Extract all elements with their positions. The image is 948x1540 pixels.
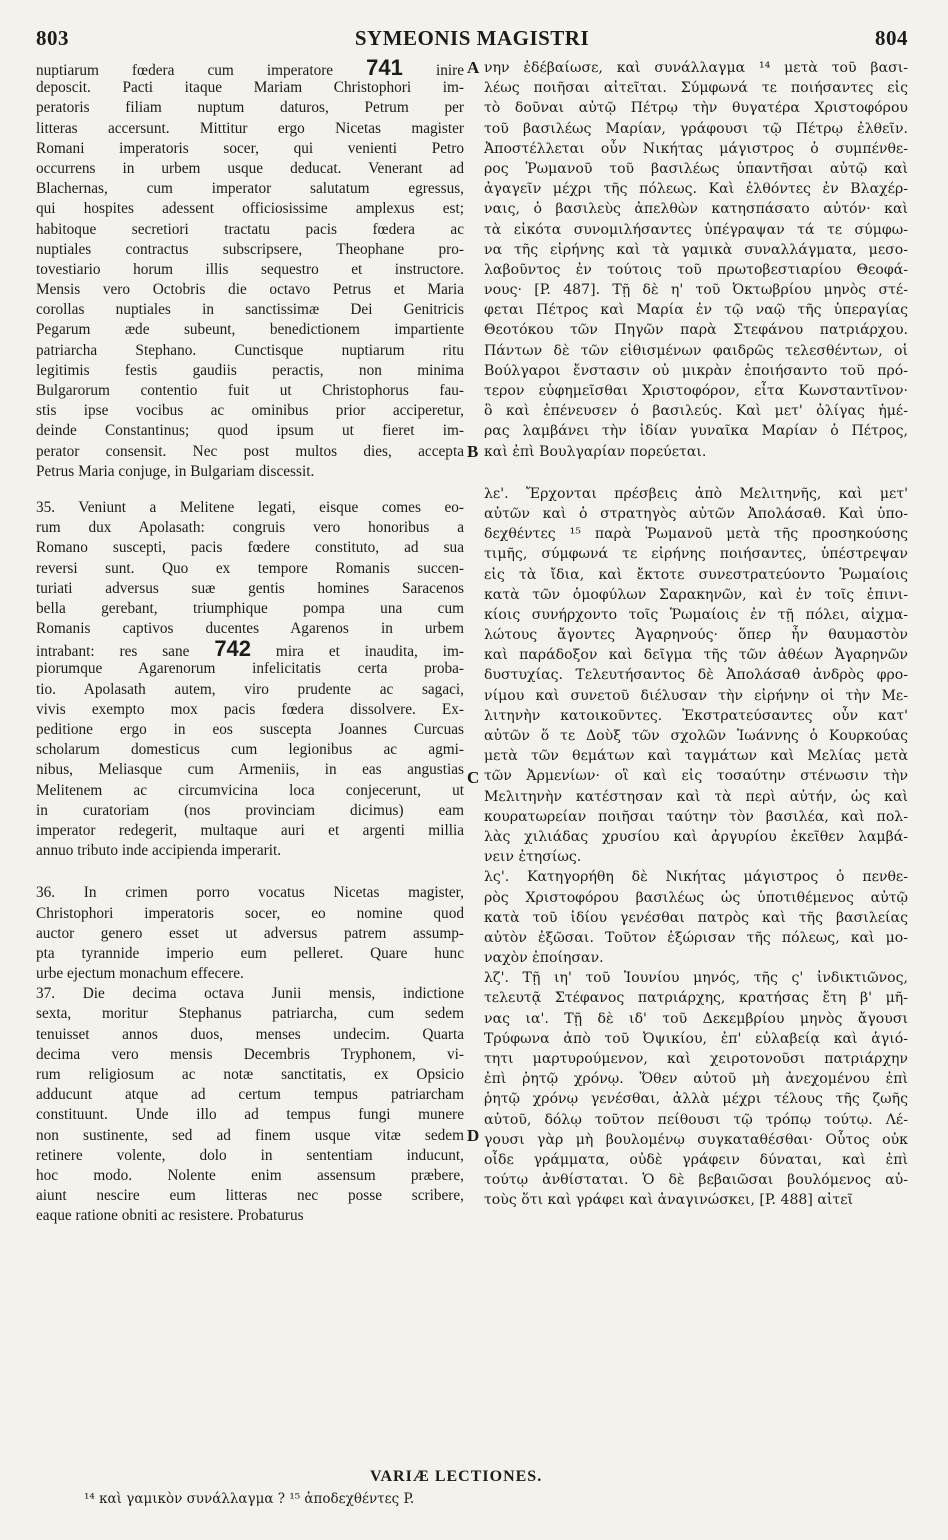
greek-line: λαβοῦντος ἐν τούτοις τοῦ πρωτοβεστιαρίου Θεοφά- <box>484 261 908 278</box>
greek-line: ρὸς Χριστοφόρου βασιλέως ὡς ὑποτιθέμενος αὐτῷ <box>484 889 908 906</box>
running-head <box>36 26 908 54</box>
greek-line: γουσι γὰρ μὴ βουλομένῳ συγκαταθέσθαι· Οὗτος οὐκ <box>484 1131 908 1148</box>
latin-line: Mensis vero Octobris die octavo Petrus et Maria <box>36 281 464 299</box>
greek-line: καὶ ἐπὶ Βουλγαρίαν πορεύεται. <box>484 443 707 460</box>
greek-line: ρας λαμβάνει τὴν ἰδίαν γυναῖκα Μαρίαν ὁ Πέτρος, <box>484 423 908 440</box>
latin-line: bella gerebant, triumphique pompa una cum <box>36 599 464 617</box>
latin-line: non sustinente, sed ad finem usque vitæ sedem <box>36 1126 464 1144</box>
latin-line: peditione ergo in eos suscepta Joannes Curcuas <box>36 721 464 738</box>
greek-line: Τρύφωνα ἀπὸ τοῦ Ὀψικίου, ἐπ' εὐλαβείᾳ καὶ ἁγιό- <box>484 1030 908 1047</box>
latin-line: in curatoriam (nos provinciam dicimus) eam <box>36 801 464 819</box>
latin-line: sexta, moritur Stephanus patriarcha, cum sedem <box>36 1005 464 1023</box>
latin-line: Pegarum æde subeunt, benedictionem impartiente <box>36 321 464 339</box>
page-number-right: 804 <box>875 26 908 50</box>
latin-line: urbe ejectum monachum effecere. <box>36 965 244 983</box>
latin-line: Romani imperatoris socer, qui venienti Petro <box>36 139 464 157</box>
latin-line-text: intrabant: res sane <box>36 643 190 660</box>
greek-line: αὐτῶν ὅ τε Δοὺξ τῶν σχολῶν Ἰωάννης ὁ Κουρκούας <box>484 728 908 744</box>
greek-line: Πάντων δὲ τῶν εἰθισμένων φαιδρῶς τελεσθέντων, οἱ <box>484 342 908 359</box>
greek-line: ναχὸν ἐποίησαν. <box>484 950 604 967</box>
latin-line-tail: inire <box>435 62 464 79</box>
margin-letter-c: C <box>467 768 480 787</box>
greek-column <box>484 58 908 1211</box>
latin-line: qui hospites adessent officiosissime amplexus est; <box>36 200 464 218</box>
greek-line: νους· [P. 487]. Τῇ δὲ η' τοῦ Ὀκτωβρίου μηνὸς στέ- <box>484 282 908 299</box>
greek-line: ἀγαγεῖν μέχρι τῆς πόλεως. Καὶ ἐλθόντες ἐν Βλαχέρ- <box>484 181 908 198</box>
greek-line: αὐτοῦ, δόλῳ τοῦτον πείθουσι τῷ τρόπῳ τούτῳ. Λέ- <box>484 1111 908 1128</box>
latin-line: 37. Die decima octava Junii mensis, indictione <box>36 985 464 1003</box>
greek-line: λέως ποιῆσαι αἰτεῖται. Σύμφωνά τε ποιήσαντες εἰς <box>484 80 908 97</box>
margin-letter-a: A <box>467 58 480 77</box>
greek-line: τελευτᾷ Στέφανος πατριάρχης, κρατήσας ἔτη β' μῆ- <box>484 990 908 1007</box>
latin-line: piorumque Agarenorum infelicitatis certa proba- <box>36 660 464 678</box>
latin-line: vivis exempto mox pacis fœdera dissolvere. Ex- <box>36 700 464 718</box>
latin-line: occurrens in urbem usque deducat. Venerant ad <box>36 159 464 177</box>
latin-line: adducunt atque ad certum tempus patriarcham <box>36 1086 464 1104</box>
greek-line: τὰ εἰκότα συνομιλήσαντες ὑπέγραψαν τά τε σύμφω- <box>484 221 908 238</box>
greek-line: κατὰ τοῦ ἰδίου γενέσθαι πατρὸς καὶ τῆς βασιλείας <box>484 909 908 926</box>
variae-lectiones-notes: ¹⁴ καὶ γαμικὸν συνάλλαγμα ? ¹⁵ ἀποδεχθέντες P. <box>84 1491 415 1507</box>
greek-line: νειν ἐτησίως. <box>484 849 582 866</box>
latin-line-tail: mira et inaudita, im- <box>275 643 464 660</box>
greek-line: λιτηνὴν κατοικοῦντες. Ἐκστρατεύσαντες οὖν κατ' <box>484 707 908 724</box>
greek-line: τὸ δοῦναι αὐτῷ Πέτρῳ τὴν θυγατέρα Χριστοφόρου <box>484 100 908 117</box>
greek-line: δυστυχίας. Τελευτήσαντος δὲ Ἀπολάσαθ ἀνδρὸς φρο- <box>484 667 908 684</box>
latin-line: stis ipse vocibus ac ominibus prior acciperetur, <box>36 402 464 420</box>
greek-line: φεται Πέτρος καὶ Μαρία ἐν τῷ ναῷ τῆς ὑπεραγίας <box>484 302 908 319</box>
latin-line: constituunt. Unde illo ad tempus fungi munere <box>36 1106 464 1124</box>
greek-line: Βούλγαροι ἔνστασιν οὐ μικρὰν ἐποιήσαντο τοῦ πρό- <box>484 362 908 379</box>
greek-line: εἰς τὰ ἴδια, καὶ ἔκτοτε συνεστρατεύοντο Ῥωμαίοις <box>484 566 908 583</box>
latin-line: Blachernas, cum imperator salutatum egressus, <box>36 180 464 198</box>
latin-line: decima vero mensis Decembris Tryphonem, vi- <box>36 1045 464 1063</box>
latin-line <box>36 639 464 659</box>
latin-line: 36. In crimen porro vocatus Nicetas magister, <box>36 884 464 902</box>
greek-line: δεχθέντες ¹⁵ παρὰ Ῥωμανοῦ μετὰ τῆς προσηκούσης <box>484 526 908 543</box>
greek-line: αὐτὸν ἐξῶσαι. Τοῦτον ἐξώρισαν τῆς πόλεως, καὶ μο- <box>484 929 908 946</box>
greek-line: τητι μαρτυρούμενον, καὶ χειροτονοῦσι πατριάρχην <box>484 1051 908 1067</box>
greek-line: ὃ καὶ ἐπένευσεν ὁ βασιλεύς. Καὶ μετ' ὀλίγας ἡμέ- <box>484 403 908 420</box>
latin-line: turiati adversus suæ gentis homines Saracenos <box>36 579 464 597</box>
greek-line: αὐτῶν καὶ ὁ στρατηγὸς αὐτῶν Ἀπολάσαθ. Καὶ ὑπο- <box>484 505 908 522</box>
latin-line: legitimis festis gaudiis peractis, non minima <box>36 361 464 379</box>
latin-line: aiunt nescire eum litteras nec posse scribere, <box>36 1187 464 1205</box>
latin-line: tio. Apolasath autem, viro prudente ac sagaci, <box>36 680 464 698</box>
greek-line: τοῦ βασιλέως Μαρίαν, γράφουσι τῷ Πέτρῳ ἐλθεῖν. <box>484 120 908 137</box>
latin-line: habitoque secretiori tractatu pacis fœdera ac <box>36 220 464 238</box>
latin-line: deposcit. Pacti itaque Mariam Christophori im- <box>36 79 464 97</box>
running-title: SYMEONIS MAGISTRI <box>354 26 590 50</box>
margin-letter-b: B <box>467 442 479 461</box>
greek-line: τοὺς ὅτι καὶ γράφει καὶ ἀναγινώσκει, [P. 488] αἰτεῖ <box>484 1192 854 1209</box>
greek-line: τιμῆς, σύμφωνά τε εἰρήνης ποιήσαντες, ὑπέστρεψαν <box>484 546 908 563</box>
latin-line: tovestiario horum illis sequestro et instructore. <box>36 260 464 278</box>
greek-line: κουρατωρείαν ποιῆσαι ταύτην τὸν βασιλέα, καὶ πολ- <box>484 808 908 825</box>
latin-line: Christophori imperatoris socer, eo nomine quod <box>36 904 464 922</box>
greek-line: Ἀποστέλλεται οὖν Νικήτας μάγιστρος ὁ συμπένθε- <box>484 140 908 157</box>
latin-line: Petrus Maria conjuge, in Bulgariam discessit. <box>36 462 315 480</box>
greek-line: ναις, ὁ βασιλεὺς ἀπελθὼν κατησπάσατο αὐτόν· καὶ <box>484 201 908 218</box>
latin-line: Bulgarorum contentio fuit ut Christophorus fau- <box>36 382 464 399</box>
latin-line: 35. Veniunt a Melitene legati, eisque comes eo- <box>36 498 464 516</box>
greek-line: οἶδε γράμματα, οὐδὲ γράφειν δύναται, καὶ ἐπὶ <box>484 1151 908 1168</box>
latin-column <box>36 58 464 1227</box>
greek-line: λε'. Ἔρχονται πρέσβεις ἀπὸ Μελιτηνῆς, καὶ μετ' <box>484 485 908 502</box>
latin-line: perator consensit. Nec post multos dies, accepta <box>36 442 464 460</box>
greek-line: τῶν Ἀρμενίων· οἳ καὶ εἰς τοσαύτην στένωσιν τὴν <box>484 768 908 785</box>
latin-line: pta tyrannide imperio eum pelleret. Quare hunc <box>36 944 464 962</box>
greek-line: να τῆς εἰρήνης καὶ τὰ γαμικὰ συναλλάγματα, μεσο- <box>484 241 908 258</box>
latin-line: hoc modo. Nolente enim assensum præbere, <box>36 1166 464 1184</box>
latin-line: nuptiales contractus subscripsere, Theophane pro- <box>36 240 464 258</box>
greek-line: καὶ παράδοξον καὶ δεῖγμα τῆς τῶν ἀθέων Ἀγαρηνῶν <box>484 647 908 664</box>
greek-line: τούτῳ ἀνθίσταται. Ὁ δὲ βεβαιῶσαι βουλόμενος αὐ- <box>484 1172 908 1189</box>
latin-line: annuo tributo inde accipienda imperarit. <box>36 842 282 860</box>
greek-line: κατὰ τῶν ὁμοφύλων Σαρακηνῶν, καὶ ἐν τοῖς ἐπινι- <box>484 586 908 603</box>
greek-line: Θεοτόκου τῶν Πηγῶν παρὰ Στεφάνου πατριάρχου. <box>484 322 908 339</box>
greek-line: λὰς χιλιάδας χρυσίου καὶ ἀργυρίου ἐκεῖθεν λαμβά- <box>484 828 908 845</box>
latin-line: peratoris filiam nuptum daturos, Petrum per <box>36 99 464 117</box>
greek-line: Μελιτηνὴν κατέστησαν καὶ τὰ περὶ αὐτήν, ὡς καὶ <box>484 788 908 805</box>
margin-letter-d: D <box>467 1126 480 1145</box>
latin-line-text: nuptiarum fœdera cum imperatore <box>36 62 334 79</box>
latin-line: reversi sunt. Quo ex tempore Romanis succen- <box>36 559 464 577</box>
greek-line: λς'. Κατηγορήθη δὲ Νικήτας μάγιστρος ὁ πενθε- <box>484 869 908 886</box>
greek-line: νην ἐδέβαίωσε, καὶ συνάλλαγμα ¹⁴ μετὰ τοῦ βασι- <box>484 60 908 76</box>
greek-line: λζ'. Τῇ ιη' τοῦ Ἰουνίου μηνός, τῆς ς' ἰνδικτιῶνος, <box>484 970 908 987</box>
greek-line: μετὰ τῶν θεμάτων καὶ ταγμάτων καὶ Μελίας μετὰ <box>484 748 908 765</box>
greek-line: ρος Ῥωμανοῦ τοῦ βασιλέως ὑπαντῆσαι αὐτῷ καὶ <box>484 160 908 177</box>
variae-lectiones-heading: VARIÆ LECTIONES. <box>370 1468 543 1485</box>
latin-line: patriarcha Stephano. Cunctisque nuptiarum ritu <box>36 341 464 359</box>
latin-line: corollas nuptiales in sanctissimæ Dei Genitricis <box>36 301 464 319</box>
greek-line: ἐπὶ ῥητῷ χρόνῳ. Ὅθεν αὐτοῦ μὴ ἀνεχομένου ἐπὶ <box>484 1071 908 1088</box>
latin-line: imperator redegerit, multaque auri et argenti millia <box>36 821 464 839</box>
latin-line: eaque ratione obniti ac resistere. Probaturus <box>36 1207 304 1225</box>
latin-line: Melitenem ac circumvicina loca conjecerunt, ut <box>36 781 464 799</box>
greek-line: τερον εὐφημεῖσθαι Χριστοφόρον, εἶτα Κωνσταντῖνον· <box>484 383 908 399</box>
latin-line: Romanis captivos ducentes Agarenos in urbem <box>36 620 464 638</box>
greek-line: λώτους ἄγοντες Ἀγαρηνούς· ὅπερ ἦν θαυμαστὸν <box>484 627 908 644</box>
latin-line: rum religiosum ac notæ sanctitatis, ex Opsicio <box>36 1066 464 1083</box>
latin-line: Romano suscepti, pacis fœdere constituto, ad sua <box>36 539 464 557</box>
latin-line: tenuisset annos duos, menses undecim. Quarta <box>36 1025 464 1043</box>
greek-line: νας ια'. Τῇ δὲ ιδ' τοῦ Δεκεμβρίου μηνὸς ἄγουσι <box>484 1010 908 1027</box>
column-number: 741 <box>366 58 403 79</box>
greek-line: νίμου καὶ συνετοῦ διέλυσαν τὴν εἰρήνην οἱ τὴν Με- <box>484 687 908 704</box>
greek-line: κίοις συνήρχοντο τοῖς Ῥωμαίοις ἐν τῇ πόλει, αἰχμα- <box>484 606 908 623</box>
greek-line: ῥητῷ χρόνῳ γενέσθαι, ἀλλὰ μέχρι τέλους τῆς ζωῆς <box>484 1091 908 1108</box>
latin-line: litteras accersunt. Mittitur ergo Nicetas magister <box>36 119 464 137</box>
latin-line: deinde Constantinus; quod ipsum ut fieret im- <box>36 422 464 440</box>
column-number: 742 <box>214 639 252 660</box>
latin-line: auctor genero esset ut adversus patrem assump- <box>36 924 464 942</box>
page-number-left: 803 <box>36 26 69 50</box>
latin-line: scholarum domesticus cum legionibus ac agmi- <box>36 741 464 759</box>
latin-line: retinere volente, dolo in sententiam inducunt, <box>36 1146 464 1164</box>
latin-line: rum dux Apolasath: congruis vero honoribus a <box>36 519 464 537</box>
latin-line: nibus, Meliasque cum Armeniis, in eas angustias <box>36 761 464 779</box>
latin-line <box>36 58 464 78</box>
